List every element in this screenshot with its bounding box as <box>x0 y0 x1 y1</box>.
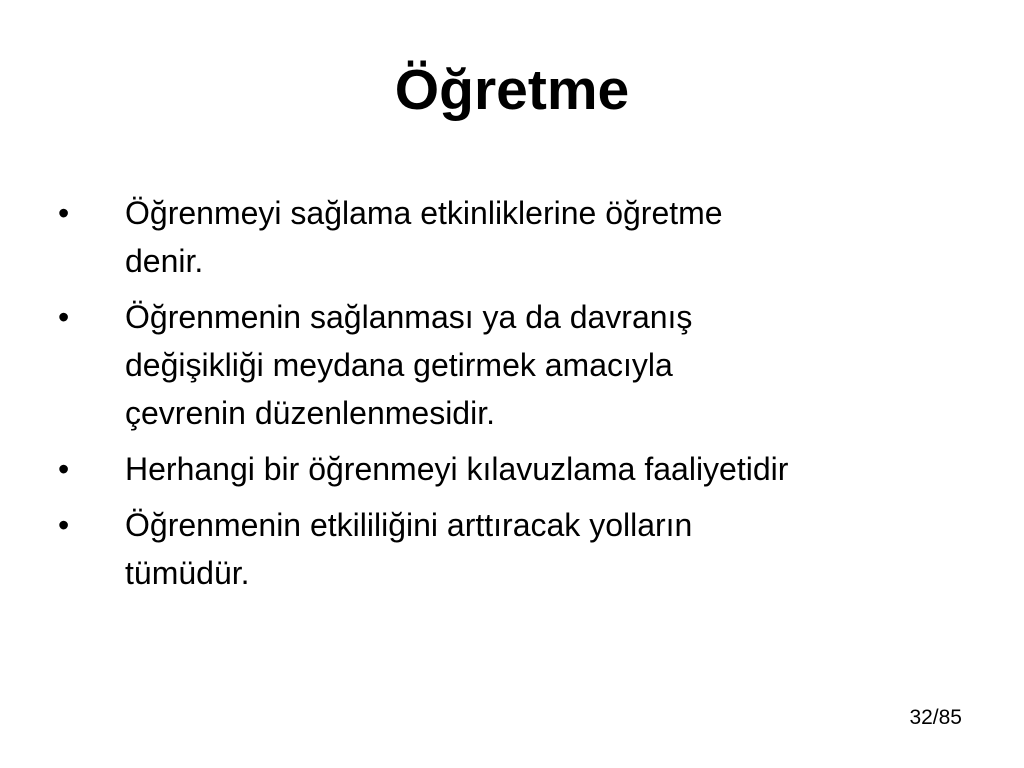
bullet-line: Öğrenmenin sağlanması ya da davranış <box>125 299 693 335</box>
bullet-marker: • <box>58 195 70 231</box>
bullet-text <box>125 189 968 285</box>
bullet-line: çevrenin düzenlenmesidir. <box>125 395 495 431</box>
bullet-marker: • <box>58 451 70 487</box>
bullet-line: Herhangi bir öğrenmeyi kılavuzlama faaliyetidir <box>125 451 789 487</box>
bullet-item <box>58 189 968 285</box>
bullet-item <box>58 501 968 597</box>
bullet-item <box>58 445 968 493</box>
bullet-text <box>125 293 968 437</box>
bullet-line: tümüdür. <box>125 555 250 591</box>
bullet-text <box>125 445 968 493</box>
bullet-line: Öğrenmeyi sağlama etkinliklerine öğretme <box>125 195 723 231</box>
slide-title: Öğretme <box>394 58 630 122</box>
bullet-line: Öğrenmenin etkililiğini arttıracak yolların <box>125 507 693 543</box>
bullet-item <box>58 293 968 437</box>
page-number: 32/85 <box>909 706 962 729</box>
bullet-marker: • <box>58 507 70 543</box>
bullet-line: denir. <box>125 243 204 279</box>
bullet-list <box>58 189 968 605</box>
bullet-text <box>125 501 968 597</box>
bullet-line: değişikliği meydana getirmek amacıyla <box>125 347 673 383</box>
bullet-marker: • <box>58 299 70 335</box>
